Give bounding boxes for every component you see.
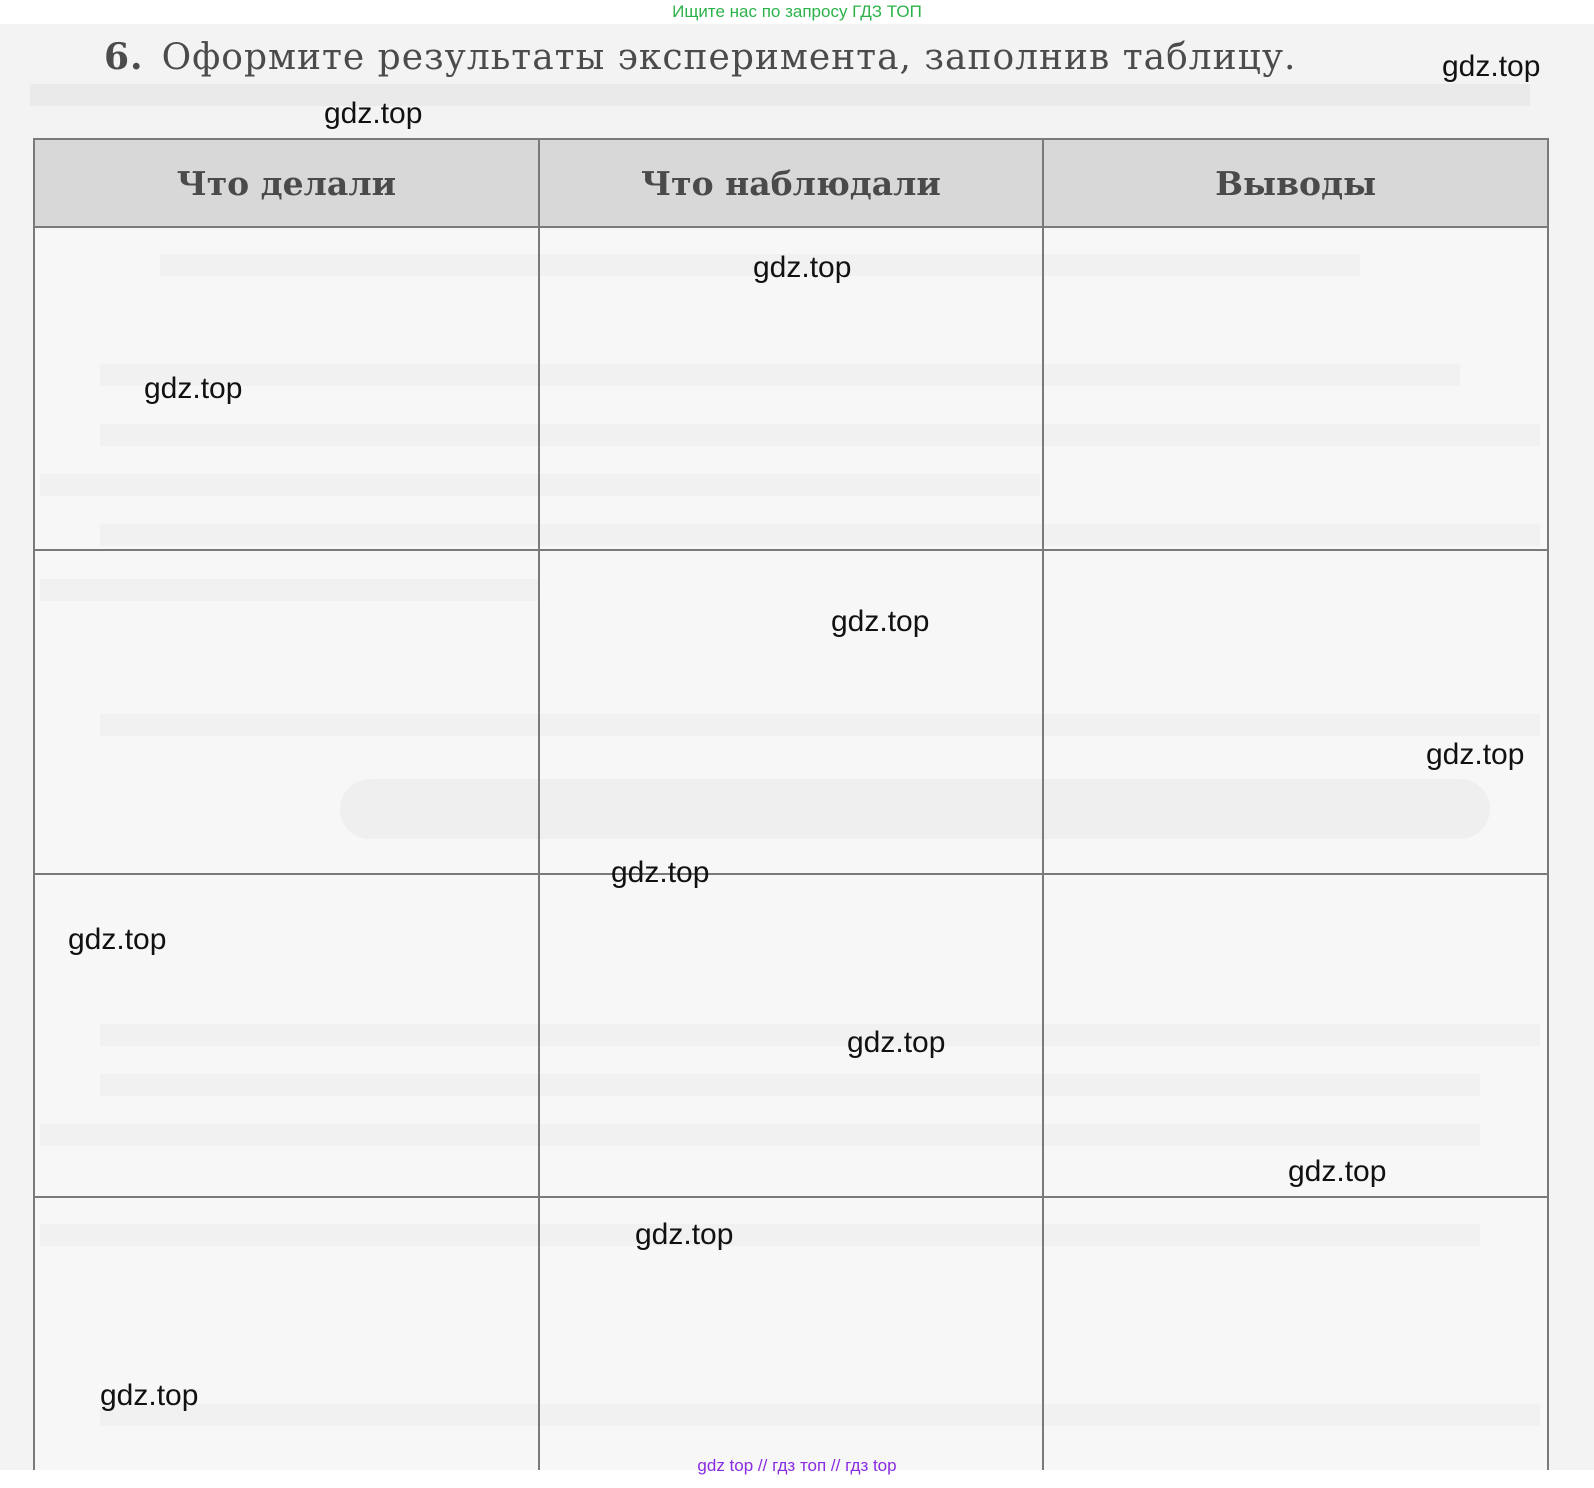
task-heading — [104, 36, 1296, 78]
watermark-text: gdz.top — [144, 372, 243, 405]
column-header-conclusions: Выводы — [1043, 139, 1548, 227]
task-number: 6. — [104, 36, 144, 78]
show-through-line — [30, 84, 1530, 106]
watermark-text: gdz.top — [635, 1218, 734, 1251]
table-header-row — [34, 139, 1548, 227]
table-cell-actions[interactable] — [34, 227, 539, 550]
watermark-text: gdz.top — [68, 923, 167, 956]
table-row — [34, 550, 1548, 873]
table-cell-observations[interactable] — [539, 874, 1044, 1197]
watermark-text: gdz.top — [611, 856, 710, 889]
watermark-text: gdz.top — [831, 605, 930, 638]
table-cell-conclusions[interactable] — [1043, 227, 1548, 550]
watermark-text: gdz.top — [1426, 738, 1525, 771]
watermark-text: gdz.top — [1442, 50, 1541, 83]
table-row — [34, 1197, 1548, 1470]
watermark-text: gdz.top — [324, 97, 423, 130]
results-table-container — [33, 138, 1549, 1470]
watermark-text: gdz.top — [1288, 1155, 1387, 1188]
column-header-observations: Что наблюдали — [539, 139, 1044, 227]
bottom-banner[interactable]: gdz top // гдз топ // гдз top — [697, 1456, 897, 1475]
watermark-text: gdz.top — [100, 1379, 199, 1412]
watermark-text: gdz.top — [847, 1026, 946, 1059]
table-cell-conclusions[interactable] — [1043, 1197, 1548, 1470]
watermark-text: gdz.top — [753, 251, 852, 284]
table-row — [34, 874, 1548, 1197]
table-cell-actions[interactable] — [34, 550, 539, 873]
task-text: Оформите результаты эксперимента, заполнив таблицу. — [161, 37, 1297, 78]
table-cell-actions[interactable] — [34, 1197, 539, 1470]
results-table — [33, 138, 1549, 1470]
workbook-page — [0, 24, 1594, 1470]
table-cell-observations[interactable] — [539, 550, 1044, 873]
table-cell-conclusions[interactable] — [1043, 550, 1548, 873]
table-cell-conclusions[interactable] — [1043, 874, 1548, 1197]
top-banner[interactable]: Ищите нас по запросу ГДЗ ТОП — [672, 2, 922, 21]
table-cell-observations[interactable] — [539, 1197, 1044, 1470]
column-header-actions: Что делали — [34, 139, 539, 227]
